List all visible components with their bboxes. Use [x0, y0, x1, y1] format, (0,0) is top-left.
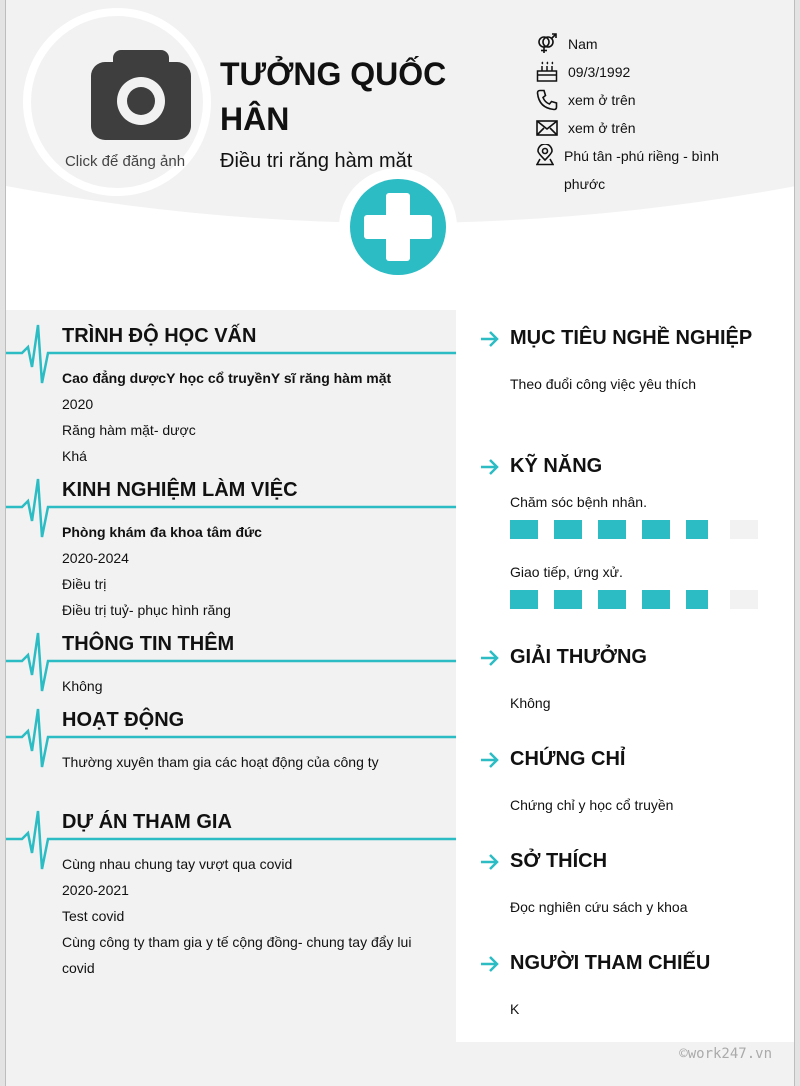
education-grade: Khá: [62, 448, 87, 464]
contact-gender-value: Nam: [568, 36, 598, 52]
hobbies-text: Đọc nghiên cứu sách y khoa: [510, 899, 688, 915]
avatar-placeholder[interactable]: [31, 16, 203, 188]
education-year: 2020: [62, 396, 94, 412]
section-title: KỸ NĂNG: [510, 455, 603, 477]
education-school: Cao đẳng dượcY học cổ truyềnY sĩ răng hàm mặt: [62, 370, 392, 386]
contact-email: [536, 114, 786, 142]
skill-name: Giao tiếp, ứng xử.: [510, 564, 623, 580]
medical-cross-icon: [350, 179, 446, 275]
contact-birthday-value: 09/3/1992: [568, 64, 631, 80]
mail-icon: [536, 114, 568, 142]
experience-position: Điều trị: [62, 576, 107, 592]
project-name: Cùng nhau chung tay vượt qua covid: [62, 856, 293, 872]
arrow-right-icon: [480, 956, 500, 972]
project-period: 2020-2021: [62, 882, 129, 898]
cake-icon: [536, 58, 568, 86]
project-description: Cùng công ty tham gia y tế cộng đồng- chung tay đẩy lui covid: [62, 934, 412, 976]
contact-birthday: [536, 58, 786, 86]
section-title: SỞ THÍCH: [510, 850, 608, 872]
section-title: KINH NGHIỆM LÀM VIỆC: [62, 479, 298, 501]
arrow-right-icon: [480, 752, 500, 768]
arrow-right-icon: [480, 650, 500, 666]
contact-phone-value: xem ở trên: [568, 92, 636, 108]
project-role: Test covid: [62, 908, 125, 924]
watermark: ©work247.vn: [679, 1046, 772, 1062]
arrow-right-icon: [480, 854, 500, 870]
activities-text: Thường xuyên tham gia các hoạt động của công ty: [62, 754, 379, 770]
resume-sheet: [5, 0, 795, 1086]
medical-badge: [339, 168, 457, 286]
camera-icon: [91, 50, 191, 140]
job-title: Điều tri răng hàm mặt: [220, 150, 413, 172]
location-icon: [536, 142, 564, 170]
section-title: HOẠT ĐỘNG: [62, 709, 185, 731]
section-title: MỤC TIÊU NGHỀ NGHIỆP: [510, 327, 753, 349]
objective-text: Theo đuổi công việc yêu thích: [510, 376, 697, 392]
gender-icon: [536, 30, 568, 58]
contact-email-value: xem ở trên: [568, 120, 636, 136]
section-title: CHỨNG CHỈ: [510, 748, 626, 770]
contact-info: [536, 30, 786, 198]
arrow-right-icon: [480, 459, 500, 475]
experience-description: Điều trị tuỷ- phục hình răng: [62, 602, 231, 618]
contact-phone: [536, 86, 786, 114]
arrow-right-icon: [480, 331, 500, 347]
section-title: NGƯỜI THAM CHIẾU: [510, 952, 711, 974]
section-title: GIẢI THƯỞNG: [510, 646, 647, 668]
avatar-caption: Click để đăng ảnh: [64, 153, 186, 170]
contact-address-value: Phú tân -phú riềng - bình phước: [564, 148, 719, 192]
experience-period: 2020-2024: [62, 550, 129, 566]
phone-icon: [536, 86, 568, 114]
skill-level-bar: [510, 520, 760, 539]
certificates-text: Chứng chỉ y học cổ truyền: [510, 797, 674, 813]
contact-gender: [536, 30, 786, 58]
section-title: TRÌNH ĐỘ HỌC VẤN: [62, 325, 257, 347]
more-info-text: Không: [62, 678, 103, 694]
awards-text: Không: [510, 695, 551, 711]
contact-address: [536, 142, 786, 198]
education-major: Răng hàm mặt- dược: [62, 422, 196, 438]
right-column: [456, 310, 795, 1042]
skill-name: Chăm sóc bệnh nhân.: [510, 494, 647, 510]
references-text: K: [510, 1001, 520, 1017]
experience-company: Phòng khám đa khoa tâm đức: [62, 524, 262, 540]
skill-level-bar: [510, 590, 760, 609]
section-title: DỰ ÁN THAM GIA: [62, 811, 232, 833]
candidate-name: TƯỞNG QUỐC HÂN: [220, 56, 447, 137]
avatar-upload[interactable]: [23, 8, 211, 196]
section-title: THÔNG TIN THÊM: [62, 633, 235, 655]
